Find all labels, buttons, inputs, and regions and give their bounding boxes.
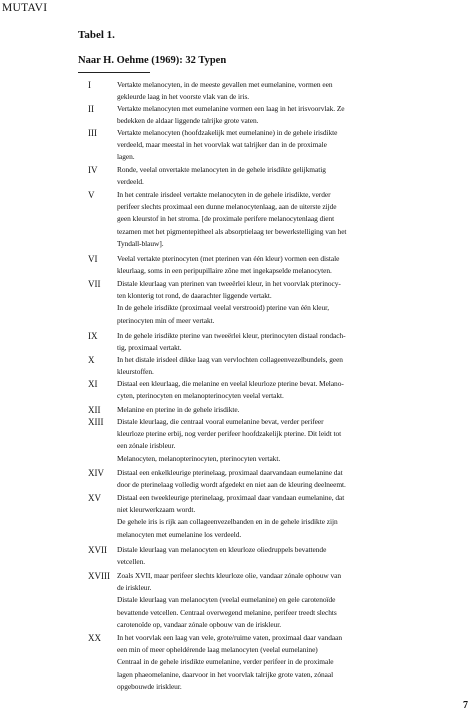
entry-description [117, 278, 471, 327]
entry-number: VII [88, 279, 101, 289]
entry-line: een zónale irisbleur. [117, 441, 176, 451]
entry-line: ten klonterig tot rond, de daarachter liggende vertakt. [117, 291, 272, 301]
entry-description [117, 544, 471, 568]
entry-number: XI [88, 379, 98, 389]
entry-line: Ronde, veelal onvertakte melanocyten in de gehele irisdikte gelijkmatig [117, 165, 326, 174]
entry-number: I [88, 80, 91, 90]
entry-line: tezamen met het pigmentepitheel als absorptielaag ter bewerkstelliging van het [117, 226, 347, 236]
entry-line: Tyndall-blauw]. [117, 238, 164, 248]
entry-line: gekleurde laag in het voorste vlak van de iris. [117, 92, 250, 102]
entry-line: verdeeld, maar meestal in het voorvlak wat talrijker dan in de proximale [117, 140, 327, 150]
entry-line: Distale kleurlaag van melanocyten (veelal eumelanine) en gele carotenoïde [117, 595, 336, 605]
entry-line: de iriskleur. [117, 583, 152, 593]
entry-line: Vertakte melanocyten, in de meeste gevallen met eumelanine, vormen een [117, 80, 333, 89]
entry-description [117, 354, 471, 378]
entry-line: Vertakte melanocyten met eumelanine vormen een laag in het irisvoorvlak. Ze [117, 104, 345, 113]
table-title: Tabel 1. [78, 29, 115, 41]
entry-description [117, 416, 471, 465]
running-header: MUTAVI [2, 2, 48, 14]
entry-line: door de pterinelaag volledig wordt afgedekt en niet aan de kleuring deelneemt. [117, 480, 346, 490]
entry-number: XIII [88, 417, 104, 427]
entry-line: In het centrale irisdeel vertakte melanocyten in de gehele irisdikte, verder [117, 190, 331, 199]
entry-number: V [88, 190, 95, 200]
entry-line: kleurstoffen. [117, 367, 154, 377]
page-number: 7 [463, 700, 468, 711]
entry-line: kleurlaag, soms in een peripupillaire zône met ingekapselde melanocyten. [117, 266, 332, 276]
entry-line: In het voorvlak een laag van vele, grote/ruime vaten, proximaal daar vandaan [117, 633, 343, 642]
entry-number: XIV [88, 468, 104, 478]
table-subtitle: Naar H. Oehme (1969): 32 Typen [78, 55, 227, 66]
entry-description [117, 404, 471, 416]
entry-description [117, 330, 471, 354]
entry-line: lagen phaeomelanine, daarvoor in het voorvlak talrijke grote vaten, zónaal [117, 669, 334, 679]
entry-description [117, 378, 471, 402]
entry-line: verdeeld. [117, 177, 144, 187]
entry-line: In de gehele irisdikte pterine van tweeërlei kleur, pterinocyten distaal rondach- [117, 331, 346, 340]
entry-description [117, 492, 471, 541]
entry-line: een min of meer opheldérende laag melanocyten (veelal eumelanine) [117, 645, 318, 655]
entry-line: Melanine en pterine in de gehele irisdikte. [117, 405, 240, 414]
entry-description [117, 570, 471, 631]
entry-line: In het distale irisdeel dikke laag van vervlochten collageenvezelbundels, geen [117, 355, 343, 364]
entry-number: IV [88, 165, 98, 175]
entry-line: Zoals XVII, maar perifeer slechts kleurloze olie, vandaar zónale ophouw van [117, 571, 342, 580]
entry-line: De gehele iris is rijk aan collageenvezelbanden en in de gehele irisdikte zijn [117, 517, 338, 527]
entry-number: VI [88, 254, 98, 264]
entry-line: bevattende vetcellen. Centraal overwegend melanine, perifeer treedt slechts [117, 607, 337, 617]
entry-line: kleurloze pterine erbij, nog verder perifeer hoofdzakelijk pterine. Dit leidt tot [117, 429, 342, 439]
entry-line: vetcellen. [117, 557, 146, 567]
entry-line: Veelal vertakte pterinocyten (met pterinen van één kleur) vormen een distale [117, 254, 340, 263]
entry-description [117, 467, 471, 491]
entry-line: Distale kleurlaag van pterinen van tweeërlei kleur, in het voorvlak pterinocy- [117, 279, 341, 288]
entry-line: bedekken de aldaar liggende talrijke grote vaten. [117, 116, 259, 126]
entry-description [117, 164, 471, 188]
entry-line: Distale kleurlaag, die centraal vooral eumelanine bevat, verder perifeer [117, 417, 324, 426]
entry-number: XX [88, 633, 101, 643]
entry-number: XII [88, 405, 101, 415]
entry-number: IX [88, 331, 98, 341]
entry-description [117, 127, 471, 164]
entry-number: X [88, 355, 95, 365]
entry-line: Distaal een enkelkleurige pterinelaag, proximaal daarvandaan eumelanine dat [117, 468, 343, 477]
entry-line: opgebouwde iriskleur. [117, 681, 182, 691]
entry-line: In de gehele irisdikte (proximaal veelal verstrooid) pterine van één kleur, [117, 303, 330, 313]
entry-line: carotenoïde op, vandaar zónale opbouw van de iriskleur. [117, 619, 282, 629]
entry-line: tig, proximaal vertakt. [117, 343, 182, 353]
entry-number: XVIII [88, 571, 110, 581]
entry-description [117, 79, 471, 103]
entry-line: Distaal een tweekleurige pterinelaag, proximaal daar vandaan eumelanine, dat [117, 493, 345, 502]
entry-description [117, 103, 471, 127]
entry-description [117, 189, 471, 250]
entry-line: Distaal een kleurlaag, die melanine en veelal kleurloze pterine bevat. Melano- [117, 379, 344, 388]
entry-line: cyten, pterinocyten en melanopterinocyten veelal vertakt. [117, 391, 284, 401]
entry-line: niet kleurwerkzaam wordt. [117, 505, 196, 515]
entry-number: XVII [88, 545, 107, 555]
entry-line: Melanocyten, melanopterinocyten, pterinocyten vertakt. [117, 453, 281, 463]
entry-number: XV [88, 493, 101, 503]
entry-line: lagen. [117, 152, 135, 162]
entry-line: Vertakte melanocyten (hoofdzakelijk met eumelanine) in de gehele irisdikte [117, 128, 338, 137]
entry-line: melanocyten met eumelanine los verdeeld. [117, 529, 242, 539]
entry-line: Distale kleurlaag van melanocyten en kleurloze oliedruppels bevattende [117, 545, 327, 554]
entry-line: Centraal in de gehele irisdikte eumelanine, verder perifeer in de proximale [117, 657, 334, 667]
entry-line: geen kleurstof in het stroma. [de proximale perifere melanocytenlaag dient [117, 214, 335, 224]
entry-number: III [88, 128, 97, 138]
entry-number: II [88, 104, 94, 114]
subtitle-underline [78, 72, 150, 73]
entry-description [117, 632, 471, 693]
entry-line: perifeer slechts proximaal een dunne melanocytenlaag, aan de uiterste zijde [117, 202, 337, 212]
entry-line: pterinocyten min of meer vertakt. [117, 315, 215, 325]
entry-description [117, 253, 471, 277]
